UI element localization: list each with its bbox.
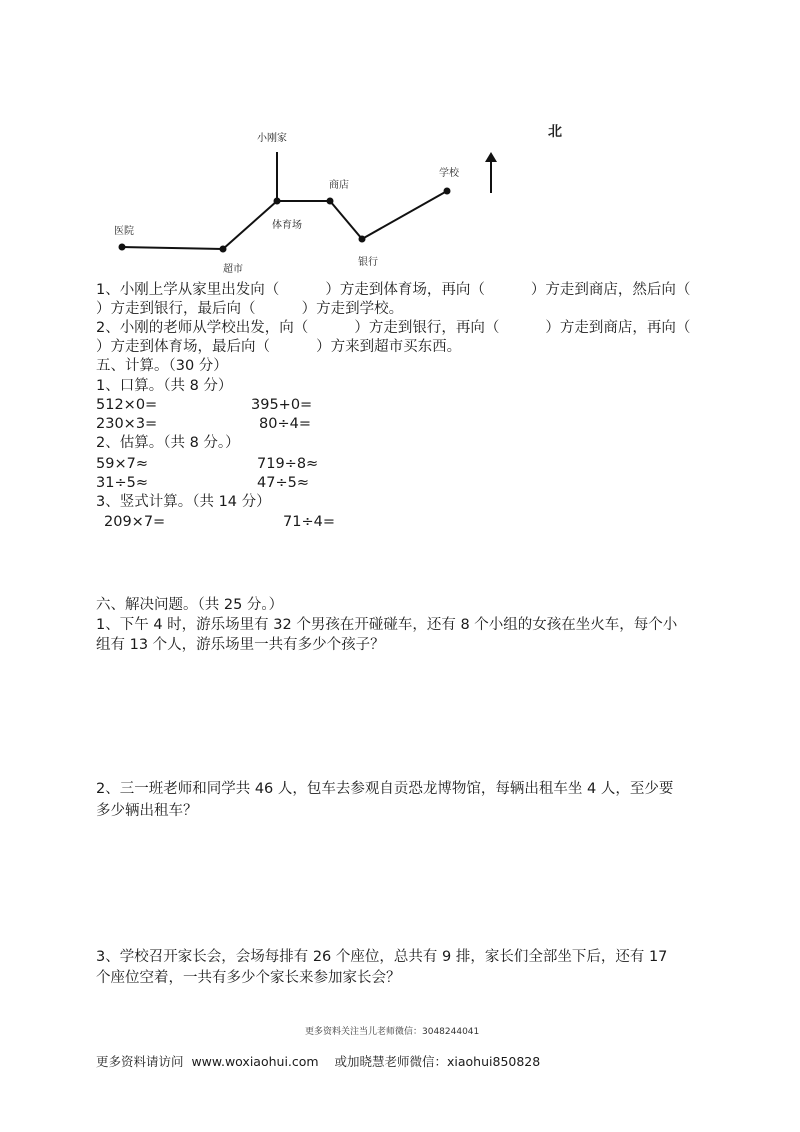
oral-1a: 512×0=	[96, 397, 158, 413]
route-lines	[122, 152, 447, 249]
vertical-calc-b: 71÷4=	[283, 514, 335, 530]
route-map-svg	[100, 118, 620, 283]
est-1a: 59×7≈	[96, 456, 148, 472]
north-arrow-icon	[485, 152, 497, 193]
supermarket-label: 超市	[223, 264, 243, 275]
bank-label: 银行	[358, 257, 378, 268]
q2-line1: 2、小刚的老师从学校出发，向（ ）方走到银行，再向（ ）方走到商店，再向（	[96, 320, 691, 336]
shop-label: 商店	[329, 180, 349, 191]
estimate-title: 2、估算。（共 8 分。）	[96, 435, 240, 451]
hospital-label: 医院	[114, 226, 134, 237]
problem1-line2: 组有 13 个人，游乐场里一共有多少个孩子？	[96, 637, 385, 653]
q2-line2: ）方走到体育场，最后向（ ）方来到超市买东西。	[96, 339, 462, 355]
home-label: 小刚家	[257, 133, 287, 144]
stadium-point	[274, 198, 281, 205]
est-2b: 47÷5≈	[257, 475, 309, 491]
q1-line2: ）方走到银行，最后向（ ）方走到学校。	[96, 301, 404, 317]
section6-title: 六、解决问题。（共 25 分。）	[96, 597, 284, 613]
est-1b: 719÷8≈	[257, 456, 319, 472]
est-2a: 31÷5≈	[96, 475, 148, 491]
oral-2b: 80÷4=	[259, 416, 311, 432]
problem2-line2: 多少辆出租车？	[96, 803, 198, 819]
oral-1b: 395+0=	[251, 397, 313, 413]
school-point	[444, 188, 451, 195]
problem3-line1: 3、学校召开家长会，会场每排有 26 个座位，总共有 9 排，家长们全部坐下后，还有 17	[96, 949, 668, 965]
section5-title: 五、计算。（30 分）	[96, 358, 228, 374]
school-label: 学校	[439, 168, 459, 179]
route-map	[100, 118, 620, 283]
stadium-label: 体育场	[272, 220, 302, 231]
north-label: 北	[548, 124, 562, 140]
problem3-line2: 个座位空着，一共有多少个家长来参加家长会？	[96, 970, 401, 986]
problem2-line1: 2、三一班老师和同学共 46 人，包车去参观自贡恐龙博物馆，每辆出租车坐 4 人，至少要	[96, 781, 674, 797]
oral-2a: 230×3=	[96, 416, 158, 432]
footer-main-text: 更多资料请访问 www.woxiaohui.com 或加晓慧老师微信：xiaohui850828	[96, 1054, 541, 1069]
supermarket-point	[220, 246, 227, 253]
bank-point	[359, 236, 366, 243]
oral-title: 1、口算。（共 8 分）	[96, 378, 233, 394]
footer-faint-text: 更多资料关注当儿老师微信：3048244041	[305, 1027, 480, 1037]
problem1-line1: 1、下午 4 时，游乐场里有 32 个男孩在开碰碰车，还有 8 个小组的女孩在坐火车，每个小	[96, 617, 678, 633]
q1-line1: 1、小刚上学从家里出发向（ ）方走到体育场，再向（ ）方走到商店，然后向（	[96, 282, 691, 298]
vertical-calc-title: 3、竖式计算。（共 14 分）	[96, 494, 271, 510]
hospital-point	[119, 244, 126, 251]
shop-point	[327, 198, 334, 205]
vertical-calc-a: 209×7=	[104, 514, 166, 530]
